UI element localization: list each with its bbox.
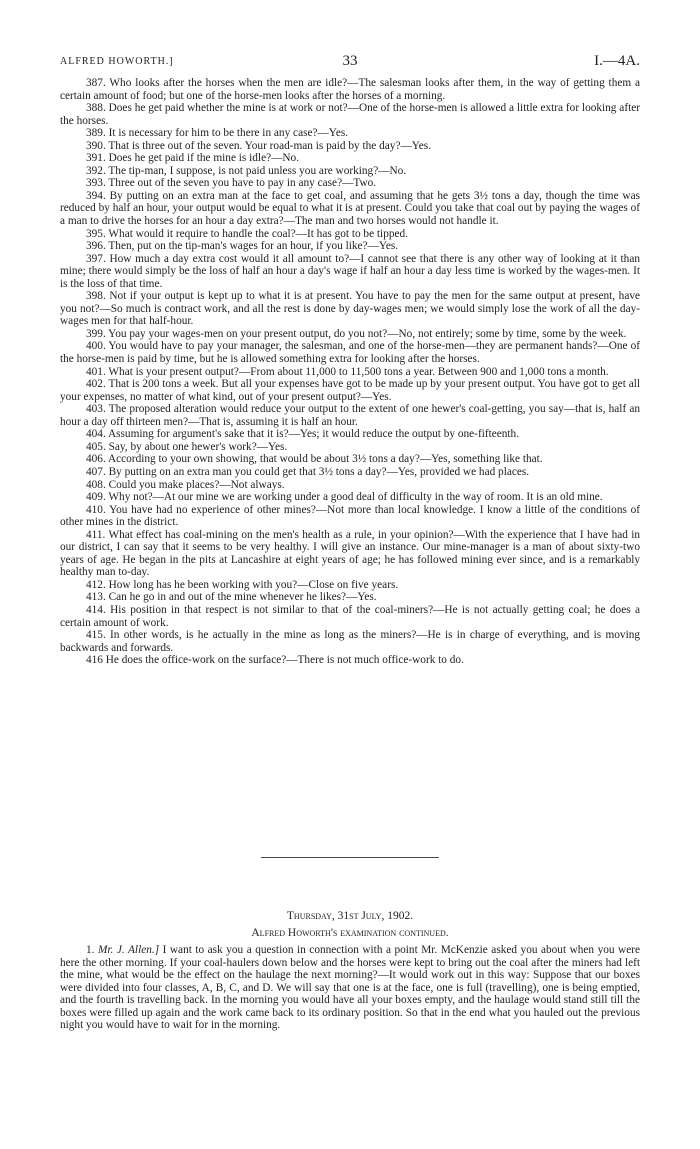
question-397: 397. How much a day extra cost would it all amount to?—I cannot see that there is any other way of looking at it than mine; there would simply be the loss of half an hour a day's wage if half an hour a day less time is worked by the wages-men. It is the loss of that time. (60, 252, 640, 290)
question-414: 414. His position in that respect is not similar to that of the coal-miners?—He is not actually getting coal; he does a certain amount of work. (60, 603, 640, 629)
speaker-label: Mr. J. Allen.] (98, 944, 160, 956)
question-394: 394. By putting on an extra man at the face to get coal, and assuming that he gets 3½ tons a day, though the time was reduced by half an hour, your output would be equal to what it is at present. Could you take that coal out by paying the wages of a man to drive the horses for an hour a day extra?—The man and two horses would not handle it. (60, 189, 640, 228)
question-402: 402. That is 200 tons a week. But all your expenses have got to be made up by your present output. You have got to get all your expenses, no matter of what kind, out of your present output?—Yes. (60, 378, 640, 403)
question-408: 408. Could you make places?—Not always. (86, 478, 285, 491)
question-388: 388. Does he get paid whether the mine is at work or not?—One of the horse-men is allowed a little extra for looking after the horses. (60, 102, 640, 127)
question-411: 411. What effect has coal-mining on the men's health as a rule, in your opinion?—With the experience that I have had in our district, I can say that it seems to be very healthy. I will give an instance. Our mine-manager is a man of about sixty-two years of age. He began in the pits at Lancashire at eight years of age; he has followed mining ever since, and is a remarkably healthy man to-day. (60, 528, 640, 579)
question-406: 406. According to your own showing, that would be about 3½ tons a day?—Yes, something like that. (86, 453, 543, 466)
section-divider (261, 857, 439, 858)
question-413: 413. Can he go in and out of the mine whenever he likes?—Yes. (86, 591, 377, 604)
question-392: 392. The tip-man, I suppose, is not paid unless you are working?—No. (86, 164, 407, 177)
continued-examination (60, 944, 640, 1032)
question-399: 399. You pay your wages-men on your present output, do you not?—No, not entirely; some by time, some by the week. (86, 327, 627, 340)
question-text: I want to ask you a question in connection with a point Mr. McKenzie asked you about when you were here the other morning. If your coal-haulers down below and the horses were kept to bring out the coal after the miners had left the mine, what would be the effect on the haulage the next morning?—It would work out in this way: Suppose that our boxes were divided into four classes, A, B, C, and D. We will say that one is at the face, one is full (travelling), one is being emptied, and the fourth is travelling back. In the morning you would have all your boxes empty, and the haulage would stand still till the boxes were filled up again and the work came back to its ordinary position. So that in the end what you hauled out the previous night you would have to wait for in the morning. (60, 944, 640, 1032)
question-412: 412. How long has he been working with you?—Close on five years. (86, 578, 399, 591)
question-405: 405. Say, by about one hewer's work?—Yes. (86, 440, 288, 453)
question-415: 415. In other words, is he actually in the mine as long as the miners?—He is in charge of everything, and is moving backwards and forwards. (60, 629, 640, 654)
examination-transcript (60, 77, 640, 667)
page-number: 33 (342, 53, 358, 69)
question-404: 404. Assuming for argument's sake that it is?—Yes; it would reduce the output by one-fifteenth. (86, 428, 520, 441)
date-heading: Thursday, 31st July, 1902. (286, 910, 414, 922)
question-401: 401. What is your present output?—From about 11,000 to 11,500 tons a year. Between 900 and 1,000 tons a month. (86, 365, 609, 378)
question-1 (60, 944, 640, 1032)
question-407: 407. By putting on an extra man you could get that 3½ tons a day?—Yes, provided we had places. (86, 465, 530, 478)
question-398: 398. Not if your output is kept up to what it is at present. You have to pay the men for the same output at present, have you not?—So much is contract work, and all the rest is done by day-wages men; we would simply lose the work of all the day-wages men for that half-hour. (60, 290, 640, 328)
question-number: 1. (86, 944, 95, 956)
header-paper-code: I.—4A. (594, 53, 640, 69)
question-410: 410. You have had no experience of other mines?—Not more than local knowledge. I know a little of the conditions of other mines in the district. (60, 503, 640, 529)
page-header (60, 54, 640, 74)
header-witness-name: ALFRED HOWORTH.] (60, 56, 174, 67)
question-403: 403. The proposed alteration would reduce your output to the extent of one hewer's coal-getting, you say—that is, half an hour a day off thirteen men?—That is, assuming it is half an hour. (60, 403, 640, 428)
question-416: 416 He does the office-work on the surface?—There is not much office-work to do. (86, 654, 464, 667)
question-400: 400. You would have to pay your manager, the salesman, and one of the horse-men—they are permanent hands?—One of the horse-men is paid by time, but he is allowed something extra for looking after the horses. (60, 340, 640, 366)
question-409: 409. Why not?—At our mine we are working under a good deal of difficulty in the way of room. It is an old mine. (86, 491, 603, 504)
examination-subheading: Alfred Howorth's examination continued. (251, 927, 449, 939)
question-389: 389. It is necessary for him to be there in any case?—Yes. (86, 127, 349, 140)
question-396: 396. Then, put on the tip-man's wages for an hour, if you like?—Yes. (86, 240, 399, 253)
question-393: 393. Three out of the seven you have to pay in any case?—Two. (86, 177, 377, 190)
question-387: 387. Who looks after the horses when the men are idle?—The salesman looks after them, in the way of getting them a certain amount of food; but one of the horse-men looks after the horses of a morning. (60, 77, 640, 102)
question-395: 395. What would it require to handle the coal?—It has got to be tipped. (86, 227, 408, 240)
question-390: 390. That is three out of the seven. Your road-man is paid by the day?—Yes. (86, 139, 432, 152)
question-391: 391. Does he get paid if the mine is idle?—No. (86, 152, 300, 165)
